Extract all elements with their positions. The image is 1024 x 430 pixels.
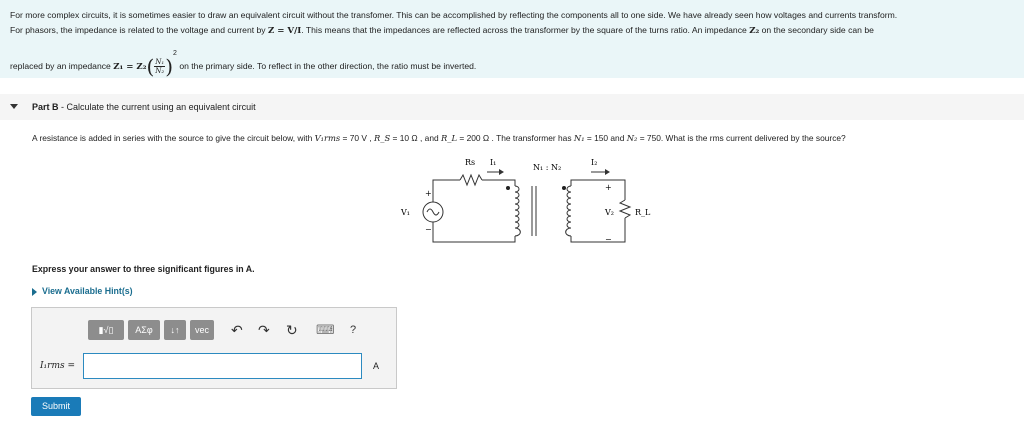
rl-label: R_L <box>635 208 651 217</box>
n2-symbol: N₂ <box>626 133 638 143</box>
rs-symbol: R_S <box>374 133 391 143</box>
problem-text: = 10 Ω <box>390 133 418 143</box>
v2-plus: + <box>605 183 612 192</box>
wire <box>571 180 625 200</box>
i2-arrowhead-icon <box>605 169 610 175</box>
hint-text: View Available Hint(s) <box>42 286 133 296</box>
part-b-header[interactable] <box>0 94 1024 120</box>
impedance-equation: Z = V/I <box>267 26 302 36</box>
subscript-superscript-button[interactable]: ↓↑ <box>164 320 186 340</box>
greek-symbols-button[interactable]: ΑΣφ <box>128 320 160 340</box>
polarity-dot-icon <box>562 186 566 190</box>
intro-line-3-text-a: replaced by an impedance <box>10 61 114 71</box>
fraction-numerator: N₁ <box>155 58 165 67</box>
rs-label: Rs <box>465 158 476 167</box>
intro-line-1: For more complex circuits, it is sometimes easier to draw an equivalent circuit without the transfomer. This can be accomplished by reflecting the components all to one side. We have already seen how voltages and currents transform. <box>10 10 898 20</box>
answer-variable-label: I₁rms = <box>40 361 76 371</box>
wire <box>433 180 460 202</box>
v2-minus: − <box>605 235 612 244</box>
fraction-denominator: N₂ <box>155 67 165 76</box>
undo-icon[interactable]: ↶ <box>231 322 243 338</box>
intro-line-2-text-b: . This means that the impedances are reflected across the transformer by the square of the turns ratio. An impedance <box>301 25 750 35</box>
reflection-equation: Z₁ = Z₂ <box>113 62 147 72</box>
exponent: 2 <box>173 50 177 57</box>
wire <box>482 180 515 186</box>
problem-text: = 750. What is the rms current delivered by the source? <box>637 133 846 143</box>
problem-statement <box>32 133 846 143</box>
i2-label: I₂ <box>591 158 598 167</box>
turns-ratio-label: N₁ : N₂ <box>533 163 562 172</box>
polarity-dot-icon <box>506 186 510 190</box>
sine-wave-icon <box>427 209 439 215</box>
part-b-title <box>32 102 256 112</box>
rl-resistor <box>620 200 630 218</box>
problem-text: = 150 and <box>584 133 627 143</box>
wire <box>433 222 515 242</box>
v1-minus: − <box>425 225 432 234</box>
problem-text: = 200 Ω <box>457 133 490 143</box>
primary-coil <box>515 186 520 236</box>
help-icon[interactable]: ? <box>350 324 357 336</box>
intro-line-2-text-a: For phasors, the impedance is related to the voltage and current by <box>10 25 268 35</box>
problem-text: , <box>367 133 374 143</box>
z2-symbol: Z₂ <box>749 26 760 36</box>
answer-instruction: Express your answer to three significant figures in A. <box>32 264 255 274</box>
turns-ratio-fraction <box>154 58 165 75</box>
expand-caret-icon <box>32 288 37 296</box>
wire <box>571 218 625 242</box>
answer-unit: A <box>373 361 380 371</box>
vrms-symbol: V₁rms <box>314 133 341 143</box>
intro-line-2-text-c: on the secondary side can be <box>759 25 874 35</box>
templates-button[interactable]: ▮√▯ <box>88 320 124 340</box>
secondary-coil <box>566 186 571 236</box>
intro-panel <box>0 0 1024 78</box>
answer-input[interactable] <box>83 353 362 379</box>
v2-label: V₂ <box>605 208 614 217</box>
keyboard-icon[interactable]: ⌨ <box>316 322 335 337</box>
redo-icon[interactable]: ↷ <box>258 322 270 338</box>
collapse-caret-icon[interactable] <box>10 104 18 109</box>
problem-text: , and <box>417 133 441 143</box>
problem-text: = 70 V <box>340 133 368 143</box>
part-b-label: Part B <box>32 102 59 112</box>
intro-line-3 <box>10 50 476 79</box>
n1-symbol: N₁ <box>573 133 585 143</box>
i1-arrowhead-icon <box>499 169 504 175</box>
v1-plus: + <box>425 189 432 198</box>
problem-text: . The transformer has <box>489 133 574 143</box>
rl-symbol: R_L <box>440 133 458 143</box>
submit-button[interactable]: Submit <box>31 397 81 416</box>
rs-resistor <box>460 175 482 185</box>
i1-label: I₁ <box>490 158 497 167</box>
part-b-title-text: - Calculate the current using an equivalent circuit <box>58 102 256 112</box>
reset-icon[interactable]: ↻ <box>286 322 298 338</box>
v1-label: V₁ <box>401 208 410 217</box>
close-paren: ) <box>165 54 174 79</box>
circuit-diagram <box>395 150 665 250</box>
view-hints-link[interactable] <box>32 286 133 296</box>
intro-line-3-text-b: on the primary side. To reflect in the other direction, the ratio must be inverted. <box>176 61 477 71</box>
intro-line-2 <box>10 25 874 36</box>
problem-text: A resistance is added in series with the source to give the circuit below, with <box>32 133 315 143</box>
open-paren: ( <box>146 54 155 79</box>
vector-button[interactable]: vec <box>190 320 214 340</box>
